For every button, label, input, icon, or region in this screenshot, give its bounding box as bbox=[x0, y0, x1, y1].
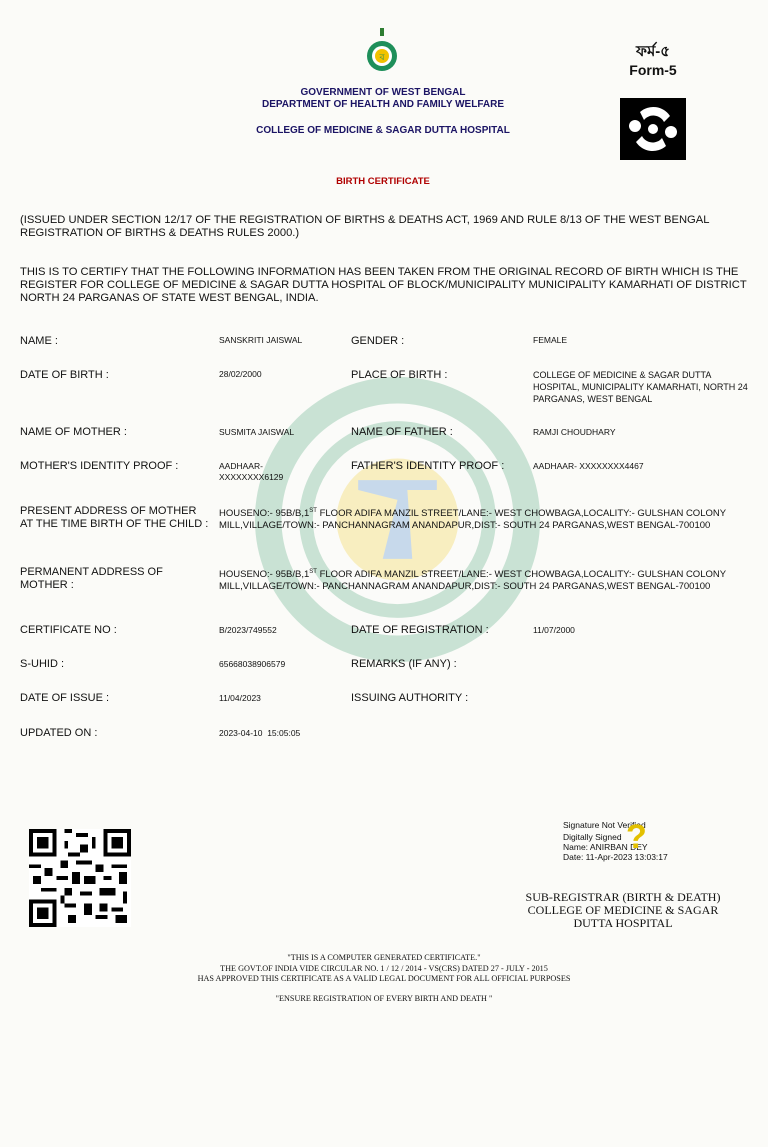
father-name-value: RAMJI CHOUDHARY bbox=[533, 427, 616, 437]
suhid-value: 65668038906579 bbox=[219, 659, 286, 669]
father-id-label: FATHER'S IDENTITY PROOF : bbox=[351, 460, 505, 472]
form-number: Form-5 bbox=[629, 62, 677, 78]
issue-date-label: DATE OF ISSUE : bbox=[20, 692, 110, 704]
present-address-value: HOUSENO:- 95B/B,1ST FLOOR ADIFA MANZIL STREET/LANE:- WEST CHOWBAGA,LOCALITY:- GULSHAN COLONY MILL,VILLAGE/TOWN:- PANCHANNAGRAM ANANDAPUR,DIST:- SOUTH 24 PARGANAS,WEST BENGAL-700100 bbox=[219, 508, 726, 532]
state-emblem-icon bbox=[365, 26, 399, 76]
sub-registrar-line2: COLLEGE OF MEDICINE & SAGAR bbox=[527, 903, 719, 917]
issue-date-value: 11/04/2023 bbox=[219, 693, 261, 703]
pob-value: COLLEGE OF MEDICINE & SAGAR DUTTA HOSPITAL, MUNICIPALITY KAMARHATI, NORTH 24 PARGANAS, WEST BENGAL bbox=[533, 370, 748, 404]
svg-text:ব: ব bbox=[379, 53, 385, 63]
department-name: DEPARTMENT OF HEALTH AND FAMILY WELFARE bbox=[261, 99, 505, 110]
pob-label: PLACE OF BIRTH : bbox=[351, 369, 448, 381]
form-number-bengali: ফর্ম-৫ bbox=[635, 43, 671, 60]
qr-code-icon bbox=[28, 829, 132, 927]
permanent-address-label: PERMANENT ADDRESS OF MOTHER : bbox=[20, 566, 163, 591]
issuing-authority-label: ISSUING AUTHORITY : bbox=[351, 692, 469, 704]
signature-signed: Digitally Signed bbox=[563, 832, 622, 842]
certificate-no-label: CERTIFICATE NO : bbox=[20, 624, 117, 636]
certify-text: THIS IS TO CERTIFY THAT THE FOLLOWING INFORMATION HAS BEEN TAKEN FROM THE ORIGINAL RECORD OF BIRTH WHICH IS THE REGISTER FOR COLLEGE OF MEDICINE & SAGAR DUTTA HOSPITAL OF BLOCK/MUNICIPALITY MUNICIPALITY KAMARHATI OF DISTRICT NORTH 24 PARGANAS OF STATE WEST BENGAL, INDIA. bbox=[20, 266, 747, 304]
sub-registrar-line1: SUB-REGISTRAR (BIRTH & DEATH) bbox=[525, 890, 721, 904]
signature-unverified-icon: ? bbox=[626, 818, 647, 856]
updated-on-label: UPDATED ON : bbox=[20, 727, 98, 739]
government-name: GOVERNMENT OF WEST BENGAL bbox=[300, 87, 466, 98]
footer-ensure-registration: "ENSURE REGISTRATION OF EVERY BIRTH AND DEATH " bbox=[275, 994, 493, 1003]
signature-status: Signature Not Verified bbox=[563, 820, 646, 830]
permanent-address-value: HOUSENO:- 95B/B,1ST FLOOR ADIFA MANZIL STREET/LANE:- WEST CHOWBAGA,LOCALITY:- GULSHAN COLONY MILL,VILLAGE/TOWN:- PANCHANNAGRAM ANANDAPUR,DIST:- SOUTH 24 PARGANAS,WEST BENGAL-700100 bbox=[219, 569, 726, 593]
government-heading bbox=[200, 87, 566, 111]
dob-label: DATE OF BIRTH : bbox=[20, 369, 109, 381]
updated-on-value: 2023-04-10 15:05:05 bbox=[219, 728, 301, 738]
dob-value: 28/02/2000 bbox=[219, 369, 262, 379]
footer-circular: THE GOVT.OF INDIA VIDE CIRCULAR NO. 1 / 12 / 2014 - VS(CRS) DATED 27 - JULY - 2015 bbox=[220, 964, 548, 973]
signer-name: Name: ANIRBAN DEY bbox=[563, 842, 648, 852]
sub-registrar-title bbox=[503, 891, 743, 930]
signature-date: Date: 11-Apr-2023 13:03:17 bbox=[563, 852, 668, 862]
name-value: SANSKRITI JAISWAL bbox=[219, 335, 303, 345]
issued-under-text: (ISSUED UNDER SECTION 12/17 OF THE REGISTRATION OF BIRTHS & DEATHS ACT, 1969 AND RULE 8/13 OF THE WEST BENGAL REGISTRATION OF BIRTHS & DEATHS RULES 2000.) bbox=[20, 214, 710, 239]
footer-approval: HAS APPROVED THIS CERTIFICATE AS A VALID LEGAL DOCUMENT FOR ALL OFFICIAL PURPOSES bbox=[197, 974, 571, 983]
certificate-no-value: B/2023/749552 bbox=[219, 625, 277, 635]
mother-id-value: AADHAAR- XXXXXXXX6129 bbox=[219, 461, 284, 482]
gender-value: FEMALE bbox=[533, 335, 568, 345]
suhid-label: S-UHID : bbox=[20, 658, 64, 670]
swachh-logo-icon bbox=[620, 98, 686, 160]
name-label: NAME : bbox=[20, 335, 58, 347]
digital-signature-block bbox=[563, 820, 668, 862]
mother-name-value: SUSMITA JAISWAL bbox=[219, 427, 295, 437]
mother-id-label: MOTHER'S IDENTITY PROOF : bbox=[20, 460, 179, 472]
mother-name-label: NAME OF MOTHER : bbox=[20, 426, 127, 438]
sub-registrar-line3: DUTTA HOSPITAL bbox=[573, 916, 673, 930]
father-id-value: AADHAAR- XXXXXXXX4467 bbox=[533, 461, 644, 471]
registration-date-label: DATE OF REGISTRATION : bbox=[351, 624, 489, 636]
footer-computer-generated: "THIS IS A COMPUTER GENERATED CERTIFICATE." bbox=[287, 953, 481, 962]
registration-date-value: 11/07/2000 bbox=[533, 625, 575, 635]
remarks-label: REMARKS (IF ANY) : bbox=[351, 658, 457, 670]
present-address-label: PRESENT ADDRESS OF MOTHER AT THE TIME BIRTH OF THE CHILD : bbox=[20, 505, 209, 530]
father-name-label: NAME OF FATHER : bbox=[351, 426, 453, 438]
document-title: BIRTH CERTIFICATE bbox=[336, 176, 430, 187]
gender-label: GENDER : bbox=[351, 335, 405, 347]
hospital-name: COLLEGE OF MEDICINE & SAGAR DUTTA HOSPITAL bbox=[256, 125, 510, 136]
